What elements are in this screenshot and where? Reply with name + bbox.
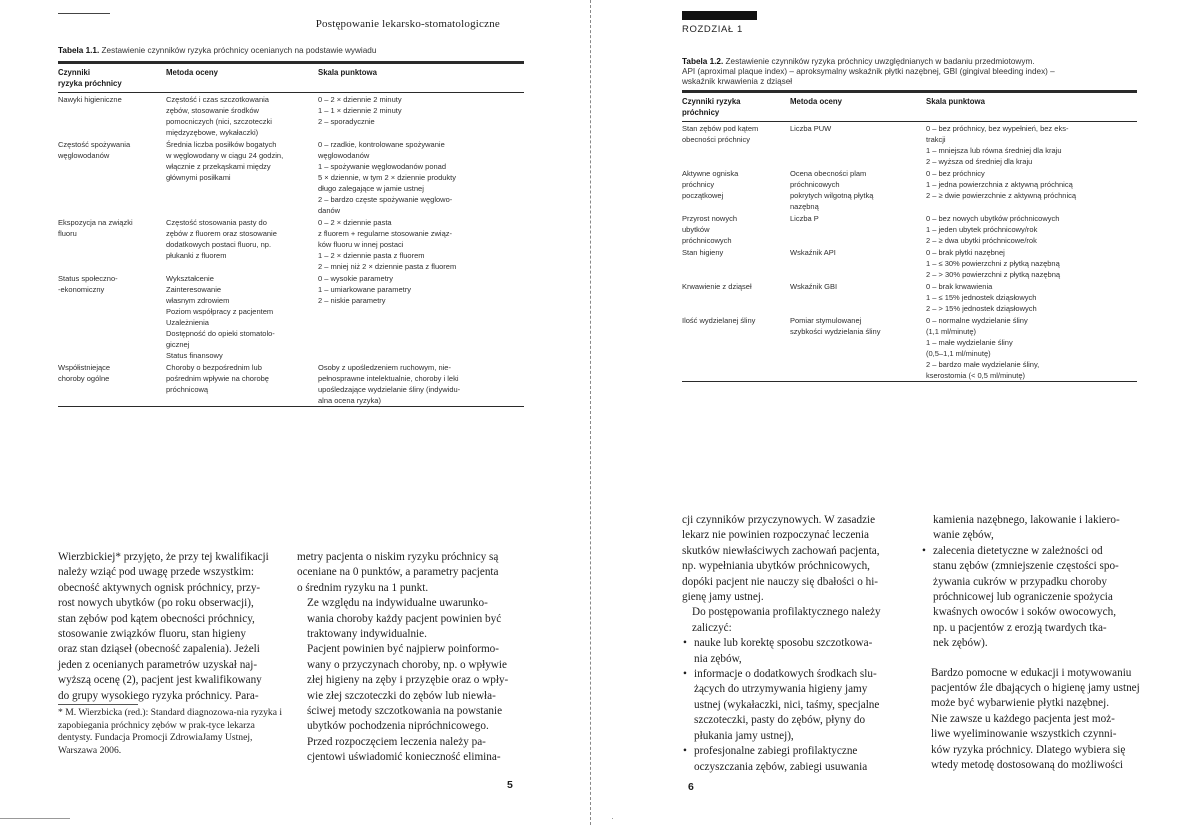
text-line: wtedy metodę dostosowaną do możliwości (931, 759, 1124, 772)
cell-line: ków fluoru w innej postaci (318, 240, 404, 249)
cell-line: obecności próchnicy (682, 135, 750, 144)
table-cell (926, 315, 1137, 381)
text-line: wanie zębów, (933, 529, 994, 542)
cell-line: 0 – bez nowych ubytków próchnicowych (926, 214, 1060, 223)
text-line: pacjentów źle dbających o higienę jamy ustnej (931, 682, 1140, 695)
table-cell (166, 139, 318, 183)
text-line: stosowanie związków fluoru, stan higieny (58, 628, 246, 641)
header-cell (926, 93, 1137, 110)
table-cell (790, 123, 926, 134)
text-line: wyższą ocenę (2), pacjent jest kwalifikowany (58, 674, 262, 687)
cell-line: fluoru (58, 229, 77, 238)
table-header-rule (58, 92, 524, 93)
table-cell (166, 362, 318, 395)
cell-line: próchnicy (682, 180, 715, 189)
cell-line: Poziom współpracy z pacjentem (166, 307, 274, 316)
paragraph (297, 550, 515, 596)
cell-line: Wskaźnik API (790, 248, 836, 257)
cell-line: pomocniczych (nici, szczoteczki (166, 117, 272, 126)
table-cell (318, 139, 524, 216)
text-line: ściwej metody szczotkowania na powstanie (307, 705, 503, 718)
left-page (0, 0, 590, 825)
cell-line: własnym zdrowiem (166, 296, 230, 305)
header-line: próchnicy (682, 108, 720, 117)
text-line: ubytków pochodzenia nipróchnicowego. (307, 720, 489, 733)
cell-line: Częstość i czas szczotkowania (166, 95, 269, 104)
caption-line-3: wskaźnik krwawienia z dziąseł (682, 77, 793, 86)
table-label: Tabela 1.1. (58, 46, 100, 55)
cell-line: początkowej (682, 191, 724, 200)
text-line: stanu zębów (zmniejszenie częstości spo- (933, 560, 1119, 573)
table-cell (926, 213, 1137, 246)
cell-line: kserostomia (< 0,5 ml/minutę) (926, 371, 1025, 380)
cell-line: Liczba P (790, 214, 819, 223)
list-item (921, 544, 1143, 652)
table-row (682, 315, 1137, 381)
text-line: płukania jamy ustnej), (694, 729, 794, 742)
text-line: rost nowych ubytków (po roku obserwacji), (58, 597, 254, 610)
table-body (58, 94, 524, 406)
table-cell (790, 247, 926, 258)
list-item (682, 636, 912, 667)
cell-line: 2 – sporadycznie (318, 117, 375, 126)
text-line: liwe wyeliminowanie wszystkich czynni- (931, 728, 1117, 741)
cell-line: 5 × dziennie, w tym 2 × dziennie produkty (318, 173, 456, 182)
cell-line: 0 – bez próchnicy (926, 169, 985, 178)
cell-line: Przyrost nowych (682, 214, 738, 223)
bottom-rule (612, 818, 613, 819)
text-line: Jamy Ustnej, Warszawa 2006. (58, 732, 253, 756)
cell-line: Stan zębów pod kątem (682, 124, 759, 133)
cell-line: 2 – mniej niż 2 × dziennie pasta z fluorem (318, 262, 457, 271)
caption-line-1 (682, 57, 1152, 67)
cell-line: 2 – niskie parametry (318, 296, 386, 305)
cell-line: próchnicowych (790, 180, 840, 189)
cell-line: 1 – spożywanie węglowodanów ponad (318, 162, 447, 171)
cell-line: Krwawienie z dziąseł (682, 282, 752, 291)
running-header: Postępowanie lekarsko-stomatologiczne (315, 18, 500, 30)
text-line: ustnej (wykałaczki, nici, taśmy, specjalne (694, 698, 880, 711)
bullet-list (682, 636, 912, 775)
cell-line: szybkości wydzielania śliny (790, 327, 881, 336)
cell-line: 1 – umiarkowane parametry (318, 285, 411, 294)
page-number: 5 (507, 779, 513, 791)
table-header-row (682, 93, 1137, 121)
table-caption (682, 57, 1152, 87)
table-cell (58, 139, 166, 161)
table-row (682, 168, 1137, 212)
text-line: Bardzo pomocne w edukacji i motywowaniu (931, 666, 1132, 679)
cell-line: 0 – bez próchnicy, bez wypełnień, bez eks- (926, 124, 1069, 133)
table-cell (926, 247, 1137, 280)
cell-line: węglowodanów (58, 151, 110, 160)
text-line: np. u pacjentów z erozją twardych tka- (933, 621, 1107, 634)
cell-line: 0 – brak krwawienia (926, 282, 993, 291)
cell-line: 2 – > 15% jednostek dziąsłowych (926, 304, 1037, 313)
cell-line: Ocena obecności plam (790, 169, 867, 178)
table-row (682, 247, 1137, 280)
cell-line: Choroby o bezpośrednim lub (166, 363, 262, 372)
header-line: Skala punktowa (926, 97, 985, 106)
text-line: wany o przyczynach choroby, np. o wpływie (307, 658, 507, 671)
cell-line: 1 – 2 × dziennie pasta z fluorem (318, 251, 425, 260)
text-line: Wierzbickiej* przyjęto, że przy tej kwalifikacji (58, 551, 269, 563)
text-line: cji czynników przyczynowych. W zasadzie (682, 514, 876, 526)
table-cell (790, 281, 926, 292)
cell-line: Nawyki higieniczne (58, 95, 122, 104)
page-number: 6 (688, 781, 694, 793)
cell-line: trakcji (926, 135, 946, 144)
cell-line: nazębną (790, 202, 819, 211)
table-row (682, 213, 1137, 246)
text-line: może być wybarwienie płytki nazębnej. (931, 697, 1110, 710)
cell-line: zębów, stosowanie środków (166, 106, 259, 115)
text-line: oraz stan dziąseł (obecność zapalenia). Jeżeli (58, 643, 260, 656)
cell-line: (0,5–1,1 ml/minutę) (926, 349, 991, 358)
text-line: oczyszczania zębów, zabiegi usuwania (694, 760, 868, 773)
header-line: ryzyka próchnicy (58, 79, 122, 88)
table-label: Tabela 1.2. (682, 57, 724, 66)
bullet-icon: • (683, 637, 687, 650)
text-line: nia ryzyka i zapobiegania próchnicy zębów w prak- (58, 707, 283, 731)
cell-line: Współistniejące (58, 363, 111, 372)
cell-line: 1 – ≤ 15% jednostek dziąsłowych (926, 293, 1037, 302)
paragraph (682, 605, 912, 636)
caption-line-2: API (aproximal plaque index) – aproksymalny wskaźnik płytki nazębnej, GBI (gingival bleeding index) – (682, 67, 1055, 76)
text-line: nek zębów). (933, 637, 988, 650)
text-line: stan zębów pod kątem obecności próchnicy, (58, 612, 255, 625)
cell-line: Ilość wydzielanej śliny (682, 316, 756, 325)
cell-line: danów (318, 206, 341, 215)
bullet-icon: • (683, 668, 687, 681)
body-column-1 (58, 550, 290, 704)
paragraph (297, 735, 515, 766)
text-line: tyce lekarza dentysty. Fundacja Promocji Zdrowia (58, 719, 255, 744)
caption-text: Zestawienie czynników ryzyka próchnicy uwzględnianych w badaniu przedmiotowym. (725, 57, 1035, 66)
cell-line: pokrytych wilgotną płytką (790, 191, 874, 200)
text-line: traktowany indywidualnie. (307, 628, 427, 641)
cell-line: 0 – wysokie parametry (318, 274, 394, 283)
cell-line: pośrednim wpływie na chorobę (166, 374, 269, 383)
table-cell (682, 281, 790, 292)
text-line: oceniane na 0 punktów, a parametry pacjenta (297, 566, 499, 579)
text-line: Nie zawsze u każdego pacjenta jest moż- (931, 712, 1115, 725)
paragraph (297, 642, 515, 734)
footnote (58, 707, 290, 757)
header-line: Skala punktowa (318, 68, 377, 77)
text-line: obecność aktywnych ognisk próchnicy, przy- (58, 581, 261, 594)
text-line: gienę jamy ustnej. (682, 591, 764, 604)
table-cell (926, 123, 1137, 167)
text-line: należy wziąć pod uwagę przede wszystkim: (58, 566, 255, 579)
cell-line: z fluorem + regularne stosowanie związ- (318, 229, 453, 238)
body-column-2 (297, 550, 515, 766)
risk-factor-exam-table (682, 90, 1137, 382)
table-row (682, 123, 1137, 167)
cell-line: Wykształcenie (166, 274, 214, 283)
cell-line: 1 – jeden ubytek próchnicowy/rok (926, 225, 1038, 234)
header-line: Czynniki (58, 68, 91, 77)
cell-line: 2 – > 30% powierzchni z płytką nazębną (926, 270, 1061, 279)
cell-line: ubytków (682, 225, 710, 234)
cell-line: w węglowodany w ciągu 24 godzin, (166, 151, 284, 160)
header-line: Czynniki ryzyka (682, 97, 741, 106)
text-line: Przed rozpoczęciem leczenia należy pa- (307, 735, 486, 748)
chapter-bar (682, 11, 757, 20)
cell-line: 1 – małe wydzielanie śliny (926, 338, 1013, 347)
table-cell (682, 315, 790, 326)
text-line: ków ryzyka próchnicy. Dlatego wybiera się (931, 743, 1126, 756)
text-line: żących do utrzymywania higieny jamy (694, 683, 868, 696)
text-line: złej higieny na zęby i przyzębie oraz o wpły- (307, 674, 509, 687)
cell-line: 2 – bardzo małe wydzielanie śliny, (926, 360, 1040, 369)
text-line: informacje o dodatkowych środkach slu- (694, 668, 877, 681)
cell-line: Uzależnienia (166, 318, 209, 327)
table-cell (58, 217, 166, 239)
cell-line: Ekspozycja na związki (58, 218, 133, 227)
risk-factor-table (58, 61, 524, 407)
cell-line: gicznej (166, 340, 190, 349)
cell-line: 0 – 2 × dziennie pasta (318, 218, 392, 227)
table-cell (58, 94, 166, 105)
table-cell (58, 362, 166, 384)
text-line: próchnicowej lub ograniczenie spożycia (933, 591, 1113, 604)
paragraph (297, 596, 515, 642)
cell-line: płukanki z fluorem (166, 251, 227, 260)
bottom-rule (0, 818, 70, 819)
cell-line: długo zalegające w jamie ustnej (318, 184, 424, 193)
table-cell (166, 217, 318, 261)
paragraph (921, 666, 1143, 712)
cell-line: włącznie z przekąskami między (166, 162, 271, 171)
cell-line: alna ocena ryzyka) (318, 396, 381, 405)
spacer (921, 652, 1143, 666)
table-cell (682, 168, 790, 201)
bullet-icon: • (922, 544, 926, 557)
right-page (592, 0, 1182, 825)
footnote-rule (58, 704, 138, 705)
list-item (682, 667, 912, 744)
list-continuation (921, 513, 1143, 544)
cell-line: 0 – brak płytki nazębnej (926, 248, 1005, 257)
list-item (682, 744, 912, 775)
text-line: np. wypełniania ubytków próchnicowych, (682, 560, 870, 573)
cell-line: Średnia liczba posiłków bogatych (166, 140, 277, 149)
cell-line: 1 – ≤ 30% powierzchni z płytką nazębną (926, 259, 1060, 268)
cell-line: upośledzające wydzielanie śliny (indywidu- (318, 385, 461, 394)
text-line: do grupy wysokiego ryzyka próchnicy. Para- (58, 689, 259, 702)
top-rule (58, 13, 110, 14)
cell-line: Liczba PUW (790, 124, 832, 133)
paragraph (921, 712, 1143, 774)
table-bottom-rule (58, 406, 524, 407)
text-line: wania choroby każdy pacjent powinien być (307, 612, 502, 625)
table-cell (318, 94, 524, 127)
table-body (682, 123, 1137, 381)
header-cell (58, 64, 166, 92)
cell-line: próchnicowych (682, 236, 732, 245)
cell-line: 0 – normalne wydzielanie śliny (926, 316, 1028, 325)
text-line: jeden z ocenianych parametrów uzyskał naj- (58, 658, 258, 671)
table-cell (926, 168, 1137, 201)
table-cell (790, 213, 926, 224)
table-row (58, 94, 524, 138)
cell-line: 2 – ≥ dwa ubytki próchnicowe/rok (926, 236, 1037, 245)
cell-line: Pomiar stymulowanej (790, 316, 862, 325)
text-line: zaliczyć: (692, 621, 732, 634)
text-line: profesjonalne zabiegi profilaktyczne (694, 745, 858, 758)
table-header-row (58, 64, 524, 92)
body-column-1 (682, 513, 912, 775)
text-line: kamienia nazębnego, lakowanie i lakiero- (933, 514, 1120, 526)
header-cell (682, 93, 790, 121)
table-row (58, 217, 524, 272)
bullet-icon: • (683, 745, 687, 758)
table-row (682, 281, 1137, 314)
text-line: * M. Wierzbicka (red.): Standard diagnozowa- (58, 707, 237, 718)
text-line: żywania cukrów w przypadku choroby (933, 575, 1107, 588)
table-cell (790, 168, 926, 212)
text-line: skutków niewłaściwych zachowań pacjenta, (682, 544, 880, 557)
header-line: Metoda oceny (790, 97, 842, 106)
text-line: Pacjent powinien być najpierw poinformo- (307, 643, 500, 656)
header-cell (166, 64, 318, 81)
cell-line: 1 – mniejsza lub równa średniej dla kraju (926, 146, 1062, 155)
text-line: lekarz nie powinien rozpoczynać leczenia (682, 529, 869, 542)
text-line: cjentowi uświadomić konieczność elimina- (307, 751, 501, 764)
header-cell (790, 93, 926, 110)
cell-line: dodatkowych postaci fluoru, np. (166, 240, 272, 249)
bullet-list (921, 544, 1143, 652)
cell-line: głównymi posiłkami (166, 173, 231, 182)
table-cell (682, 123, 790, 145)
table-cell (682, 213, 790, 246)
cell-line: Częstość stosowania pasty do (166, 218, 267, 227)
table-bottom-rule (682, 381, 1137, 382)
table-caption-text: Zestawienie czynników ryzyka próchnicy ocenianych na podstawie wywiadu (101, 46, 377, 55)
text-line: Ze względu na indywidualne uwarunko- (307, 597, 488, 610)
cell-line: międzyzębowe, wykałaczki) (166, 128, 259, 137)
table-row (58, 139, 524, 216)
text-line: o średnim ryzyku na 1 punkt. (297, 581, 429, 594)
table-cell (166, 273, 318, 361)
cell-line: 2 – wyższa od średniej dla kraju (926, 157, 1033, 166)
cell-line: Dostępność do opieki stomatolo- (166, 329, 275, 338)
cell-line: 0 – 2 × dziennie 2 minuty (318, 95, 402, 104)
paragraph (58, 550, 290, 704)
table-cell (318, 217, 524, 272)
table-row (58, 273, 524, 361)
table-cell (790, 315, 926, 337)
cell-line: zębów z fluorem oraz stosowanie (166, 229, 277, 238)
cell-line: -ekonomiczny (58, 285, 105, 294)
cell-line: Zainteresowanie (166, 285, 222, 294)
table-cell (682, 247, 790, 258)
cell-line: Stan higieny (682, 248, 724, 257)
cell-line: węglowodanów (318, 151, 370, 160)
paragraph (682, 513, 912, 605)
table-header-rule (682, 121, 1137, 122)
text-line: zalecenia dietetyczne w zależności od (933, 544, 1103, 557)
cell-line: 0 – rzadkie, kontrolowane spożywanie (318, 140, 445, 149)
cell-line: Status finansowy (166, 351, 223, 360)
text-line: nauke lub korektę sposobu szczotkowa- (694, 637, 873, 650)
cell-line: Osoby z upośledzeniem ruchowym, nie- (318, 363, 451, 372)
text-line: Do postępowania profilaktycznego należy (692, 606, 881, 619)
table-row (58, 362, 524, 406)
cell-line: 1 – 1 × dziennie 2 minuty (318, 106, 402, 115)
cell-line: pełnosprawne intelektualnie, choroby i leki (318, 374, 459, 383)
cell-line: Częstość spożywania (58, 140, 131, 149)
cell-line: Wskaźnik GBI (790, 282, 838, 291)
text-line: kwaśnych owoców i soków owocowych, (933, 606, 1117, 619)
header-line: Metoda oceny (166, 68, 218, 77)
cell-line: próchnicową (166, 385, 209, 394)
body-column-2 (921, 513, 1143, 774)
table-cell (58, 273, 166, 295)
cell-line: Status społeczno- (58, 274, 118, 283)
table-caption (58, 46, 524, 56)
cell-line: 1 – jedna powierzchnia z aktywną próchnicą (926, 180, 1073, 189)
cell-line: 2 – bardzo częste spożywanie węglowo- (318, 195, 453, 204)
table-cell (318, 362, 524, 406)
cell-line: 2 – ≥ dwie powierzchnie z aktywną próchnicą (926, 191, 1077, 200)
text-line: nia zębów, (694, 652, 742, 665)
cell-line: choroby ogólne (58, 374, 110, 383)
table-cell (926, 281, 1137, 314)
text-line: szczoteczki, pasty do zębów, płyny do (694, 714, 866, 727)
header-cell (318, 64, 524, 81)
text-line: wie złej szczoteczki do zębów lub niewła- (307, 689, 496, 702)
cell-line: Aktywne ogniska (682, 169, 739, 178)
cell-line: (1,1 ml/minutę) (926, 327, 977, 336)
table-cell (166, 94, 318, 138)
table-cell (318, 273, 524, 306)
chapter-label: ROZDZIAŁ 1 (682, 24, 743, 35)
text-line: dopóki pacjent nie nauczy się dbałości o hi- (682, 575, 879, 588)
text-line: metry pacjenta o niskim ryzyku próchnicy są (297, 551, 499, 563)
